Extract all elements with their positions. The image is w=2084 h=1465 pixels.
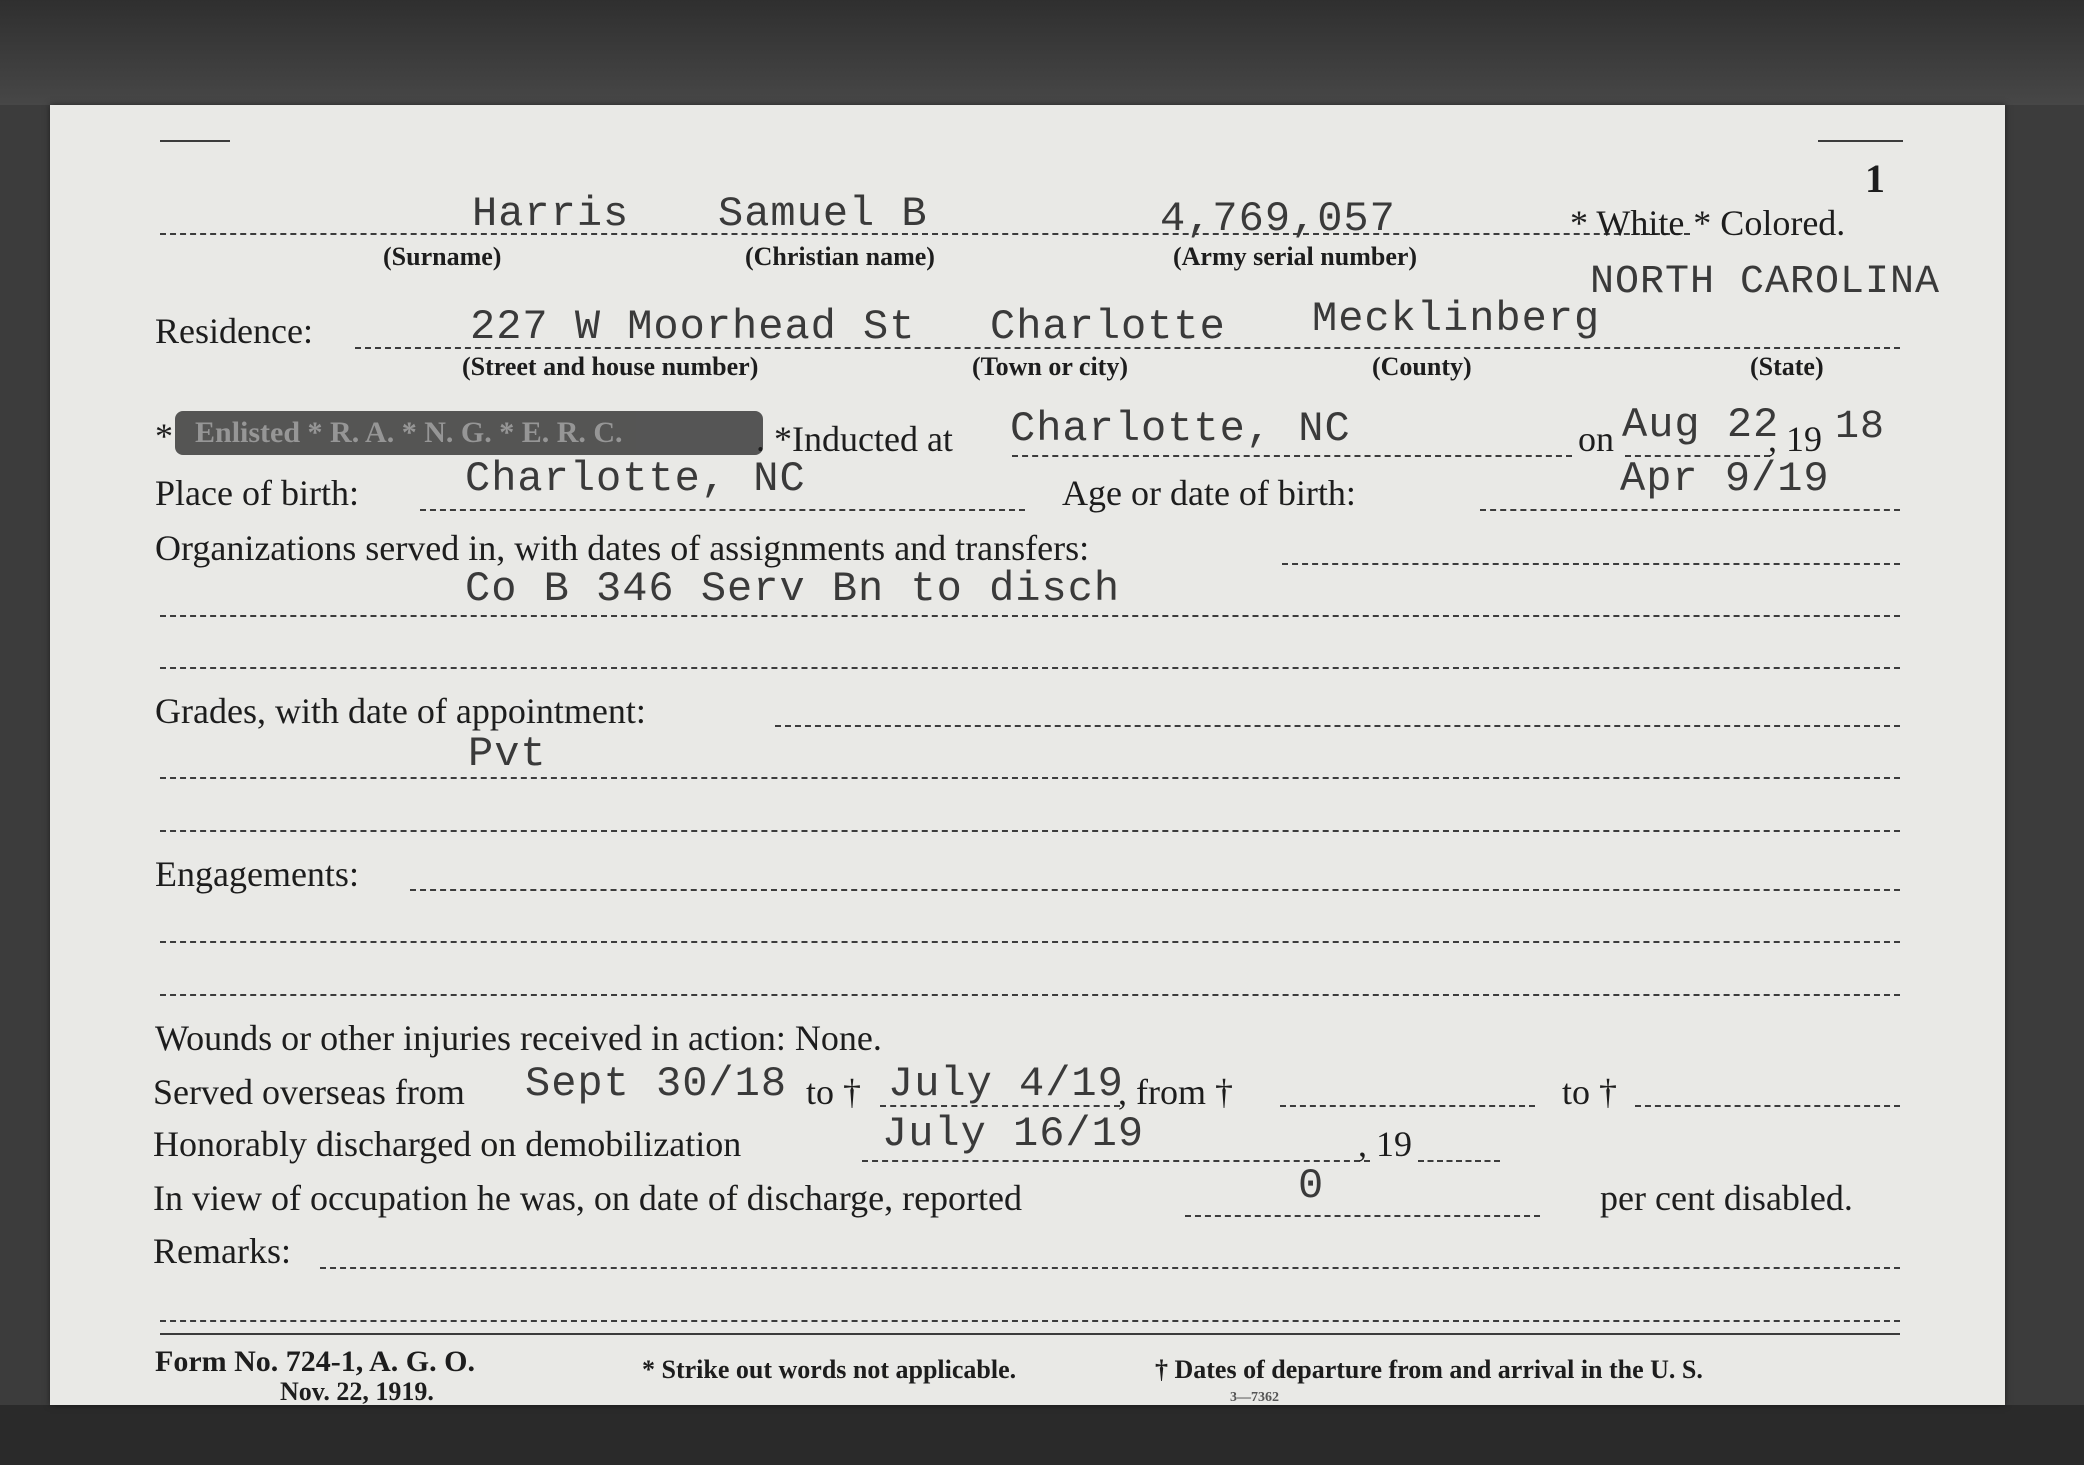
engagements-line-1	[410, 889, 1900, 891]
race-options: * White * Colored.	[1570, 203, 1846, 243]
place-of-birth-line	[420, 509, 1025, 511]
overseas-from2-line	[1280, 1105, 1535, 1107]
engagements-line-2	[160, 941, 1900, 943]
discharge-date-value: July 16/19	[882, 1110, 1145, 1158]
grades-line-1	[775, 725, 1900, 727]
surname-value: Harris	[472, 190, 630, 238]
print-code: 3—7362	[1230, 1390, 1279, 1405]
street-value: 227 W Moorhead St	[470, 303, 916, 351]
county-caption: (County)	[1372, 352, 1472, 381]
christian-name-caption: (Christian name)	[745, 242, 935, 271]
disability-suffix: per cent disabled.	[1600, 1178, 1853, 1218]
disability-label: In view of occupation he was, on date of discharge, reported	[153, 1178, 1023, 1218]
overseas-to2-label: to †	[1562, 1072, 1618, 1112]
residence-label: Residence:	[155, 311, 313, 351]
place-of-birth-label: Place of birth:	[155, 473, 359, 513]
place-of-birth-value: Charlotte, NC	[465, 455, 806, 503]
struck-text: Enlisted * R. A. * N. G. * E. R. C.	[195, 416, 623, 449]
organizations-line-2	[160, 615, 1900, 617]
engagements-line-3	[160, 994, 1900, 996]
induction-place-value: Charlotte, NC	[1010, 405, 1351, 453]
overseas-from-value: Sept 30/18	[525, 1060, 788, 1108]
remarks-label: Remarks:	[153, 1231, 291, 1271]
town-value: Charlotte	[990, 303, 1226, 351]
induction-on-label: on	[1578, 419, 1614, 459]
discharge-label: Honorably discharged on demobilization	[153, 1124, 742, 1164]
state-value: NORTH CAROLINA	[1590, 260, 1941, 305]
overseas-to2-line	[1635, 1105, 1900, 1107]
induction-date-value: Aug 22	[1622, 401, 1780, 449]
disability-value: 0	[1298, 1162, 1325, 1210]
organizations-label: Organizations served in, with dates of assignments and transfers:	[155, 528, 1090, 568]
street-caption: (Street and house number)	[462, 352, 759, 381]
county-value: Mecklinberg	[1312, 295, 1601, 343]
organizations-value: Co B 346 Serv Bn to disch	[465, 565, 1121, 613]
overseas-from2-label: , from †	[1118, 1072, 1233, 1112]
overseas-label: Served overseas from	[153, 1072, 465, 1112]
corner-mark-right	[1818, 140, 1903, 142]
serial-number-caption: (Army serial number)	[1173, 242, 1418, 271]
overseas-to-label: to †	[806, 1072, 862, 1112]
inducted-label: . *Inducted at	[756, 419, 953, 459]
footer-rule	[160, 1333, 1900, 1335]
induction-year-value: 18	[1835, 405, 1886, 450]
engagements-label: Engagements:	[155, 854, 359, 894]
overseas-to-value: July 4/19	[888, 1060, 1124, 1108]
birth-date-line	[1480, 509, 1900, 511]
surname-caption: (Surname)	[383, 242, 502, 271]
town-caption: (Town or city)	[972, 352, 1128, 381]
christian-name-value: Samuel B	[718, 190, 928, 238]
service-record-card	[50, 105, 2005, 1405]
state-caption: (State)	[1750, 352, 1824, 381]
grades-line-2	[160, 777, 1900, 779]
serial-number-value: 4,769,057	[1160, 195, 1396, 243]
induction-asterisk: *	[155, 416, 173, 456]
grades-value: Pvt	[468, 730, 547, 778]
scanner-background-top	[0, 0, 2084, 105]
form-number: Form No. 724-1, A. G. O.	[155, 1345, 475, 1378]
discharge-year-line	[1418, 1160, 1500, 1162]
organizations-line-1	[1282, 563, 1900, 565]
discharge-year-suffix: , 19	[1358, 1124, 1412, 1164]
footer-note-strike-out: * Strike out words not applicable.	[642, 1355, 1017, 1384]
induction-year-prefix: , 19	[1768, 419, 1822, 459]
disability-line	[1185, 1215, 1540, 1217]
discharge-line	[862, 1160, 1370, 1162]
grades-label: Grades, with date of appointment:	[155, 691, 646, 731]
scanner-background-bottom	[0, 1405, 2084, 1465]
grades-line-3	[160, 830, 1900, 832]
organizations-line-3	[160, 667, 1900, 669]
footer-note-dates: † Dates of departure from and arrival in the U. S.	[1155, 1355, 1703, 1384]
remarks-line-1	[320, 1267, 1900, 1269]
card-number: 1	[1865, 156, 1885, 201]
age-label: Age or date of birth:	[1062, 473, 1356, 513]
struck-out-enlistment-text	[175, 411, 763, 455]
corner-mark-left	[160, 140, 230, 142]
form-date: Nov. 22, 1919.	[280, 1377, 434, 1406]
wounds-label: Wounds or other injuries received in action: None.	[155, 1018, 882, 1058]
remarks-line-2	[160, 1320, 1900, 1322]
birth-date-value: Apr 9/19	[1620, 455, 1830, 503]
induction-place-line	[1012, 455, 1572, 457]
